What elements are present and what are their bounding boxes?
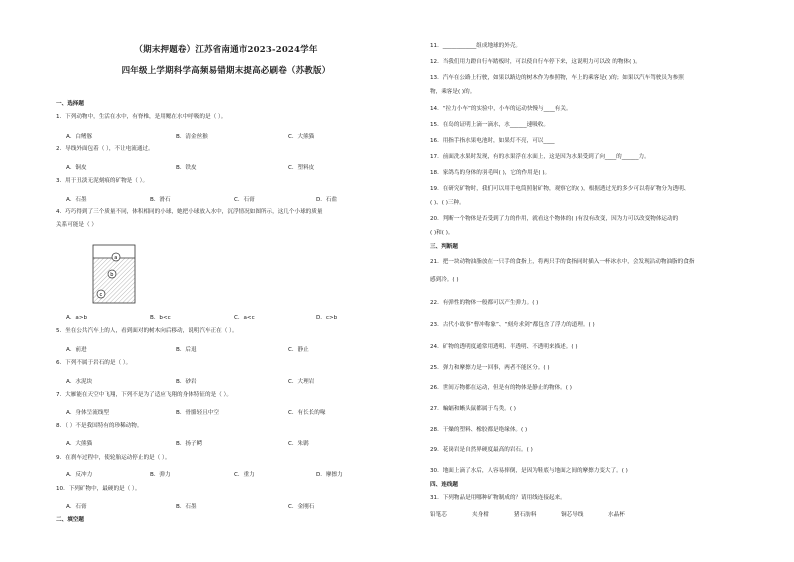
option: A．反冲力 [66,472,93,478]
question-5: 5．坐在公共汽车上的人，看到面对的树木向后移动，说明汽车正在（ ）。 [56,328,238,334]
option: A．石墨 [66,197,87,203]
option: B．砂岩 [176,379,197,385]
option: A．a>b [66,315,88,321]
matching-item: 铜芯导线 [561,512,584,518]
question-30: 30．地面上滴了水后，人容易摔倒，是因为鞋底与地面之间的摩擦力变大了。( ) [430,468,628,474]
question-24: 24．矿物的透明度通常用透明、半透明、不透明来描述。( ) [430,344,578,350]
section-match-heading: 四、连线题 [430,482,458,488]
option: B．骨骼轻且中空 [176,410,219,416]
question-13-line-1: 13．汽车在公路上行驶，如果以路边的树木作为参照物，车上的乘客是( )的；如果以汽车驾驶员为参照 [430,75,684,81]
matching-item: 水晶杯 [608,512,625,518]
option: C．a<c [234,315,255,321]
option: C．大理岩 [288,379,315,385]
question-10: 10．下列矿物中，最硬的是（ ）。 [56,486,141,492]
question-20-line-2: ( )和( )。 [430,230,454,236]
question-17: 17．前面洗水果时发现，有的水果浮在水面上，这是因为水果受到了向____的______力。 [430,154,650,160]
matching-item: 铅笔芯 [430,512,447,518]
question-19-line-1: 19．在研究矿物时，我们可以用手电筒照射矿物，观察它的( )，根据透过光的多少可以将矿物分为透明、 [430,186,690,192]
option: B．铁皮 [176,165,197,171]
question-4-line-2: 关系可能是（ ） [56,222,97,228]
question-2: 2．导线外面包着（ ），不让电流通过。 [56,146,154,152]
option: D．c>b [316,315,338,321]
question-29: 29．花岗岩是自然界硬度最高的岩石。( ) [430,447,533,453]
option: A．石膏 [66,504,87,510]
question-21-line-2: 感到冷。( ) [430,277,459,283]
option: A．白鳍豚 [66,134,93,140]
title-line-1: （期末押题卷）江苏省南通市2023-2024学年 [134,45,318,55]
question-14: 14．“拉力小车”的实验中，小车的运动快慢与____有关。 [430,106,572,112]
question-31: 31．下列物品是用哪种矿物制成的？请用线连接起来。 [430,495,566,501]
option: B．清金丝猴 [176,134,208,140]
question-22: 22．有弹性的物体一般都可以产生弹力。( ) [430,300,539,306]
option: A．铜皮 [66,165,87,171]
title-line-2: 四年级上学期科学高频易错期末提高必刷卷（苏教版） [121,66,331,76]
option: C．有长长的喙 [288,410,326,416]
option: B．扬子鳄 [176,441,203,447]
question-19-line-2: ( )、( )三种。 [430,200,465,206]
question-25: 25．弹力和摩擦力是一回事，两者不能区分。( ) [430,365,550,371]
question-27: 27．蝙蝠和蜥头鼠都属于鸟类。( ) [430,406,516,412]
option: C．重力 [234,472,255,478]
option: C．金刚石 [288,504,315,510]
section-fill-heading: 二、填空题 [56,517,84,523]
option: D．石盐 [316,197,338,203]
question-13-line-2: 物，乘客是( )的。 [430,89,476,95]
question-8: 8．（ ）不是我国特有的珍稀动物。 [56,423,143,429]
section-choice-heading: 一、选择题 [56,101,84,107]
question-12: 12．当我们用力蹬自行车踏板时，可以使自行车停下来，这说明力可以改 的物体( )。 [430,59,641,65]
matching-item: 夹身柑 [472,512,489,518]
ball-label-a: a [114,255,118,261]
option: C．塑料皮 [288,165,315,171]
option: C．朱鹮 [288,441,309,447]
option: A．身体呈流线型 [66,410,109,416]
question-7: 7．大雁能在天空中飞翔，下列不是为了适应飞翔的身体特征的是（ ）。 [56,392,232,398]
option: D．摩擦力 [316,472,343,478]
question-20-line-1: 20．判断一个物体是否受到了力的作用，就看这个物体的( )有没有改变，因为力可以改变物体运动的 [430,216,679,222]
option: C．静止 [288,347,309,353]
option: A．大熊猫 [66,441,93,447]
option: A．前进 [66,347,87,353]
option: B．石墨 [176,504,197,510]
option: B．后退 [176,347,197,353]
ball-label-c: c [99,292,103,298]
question-1: 1．下列动物中，生活在水中，有脊椎，是用鳃在水中呼吸的是（ ）。 [56,114,227,120]
question-26: 26．世间万物都在运动，但是有的物体是静止的物体。( ) [430,385,572,391]
question-23: 23．古代小故事“曹冲称象”、“刻舟求剑”都包含了浮力的道理。( ) [430,322,595,328]
question-9: 9．在刹车过程中，使轮胎运动停止的是（ ）。 [56,455,171,461]
question-6: 6．下列不属于岩石的是（ ）。 [56,360,132,366]
option: B．滑石 [150,197,171,203]
option: C．石膏 [234,197,255,203]
question-3: 3．用于丑淡无泥刻痕的矿物是（ ）。 [56,178,149,184]
option: B．弹力 [150,472,171,478]
question-28: 28．干燥的塑料、橡胶都是绝缘体。( ) [430,427,528,433]
option: C．大熊猫 [288,134,315,140]
section-judge-heading: 三、判断题 [430,244,458,250]
question-11: 11．____________组成地球的外壳。 [430,43,522,49]
question-15: 15．在岛的证明上滴一滴水，水______速吸收。 [430,122,549,128]
question-18: 18．家鸽鸟的身体的羽毛叫( )，它的作用是( )。 [430,170,551,176]
ball-label-b: b [110,272,114,278]
beaker-float-diagram [92,244,136,304]
option: A．水泥块 [66,379,93,385]
question-21-line-1: 21．把一块动物油脂放在一只手的食指上，将两只手的食指同时插入一杯冰水中，会发现沾动物油脂的食指 [430,259,695,265]
option: B．b<c [150,315,171,321]
matching-item: 猪石肪料 [514,512,537,518]
question-16: 16．用指手指水果电池时，如果灯不亮，可以____ [430,138,555,144]
question-4-line-1: 4．巧巧得到了三个质量不同，体积相同的小球，她把小球放入水中，沉浮情况如图所示，这几个小球的质量 [56,209,323,215]
